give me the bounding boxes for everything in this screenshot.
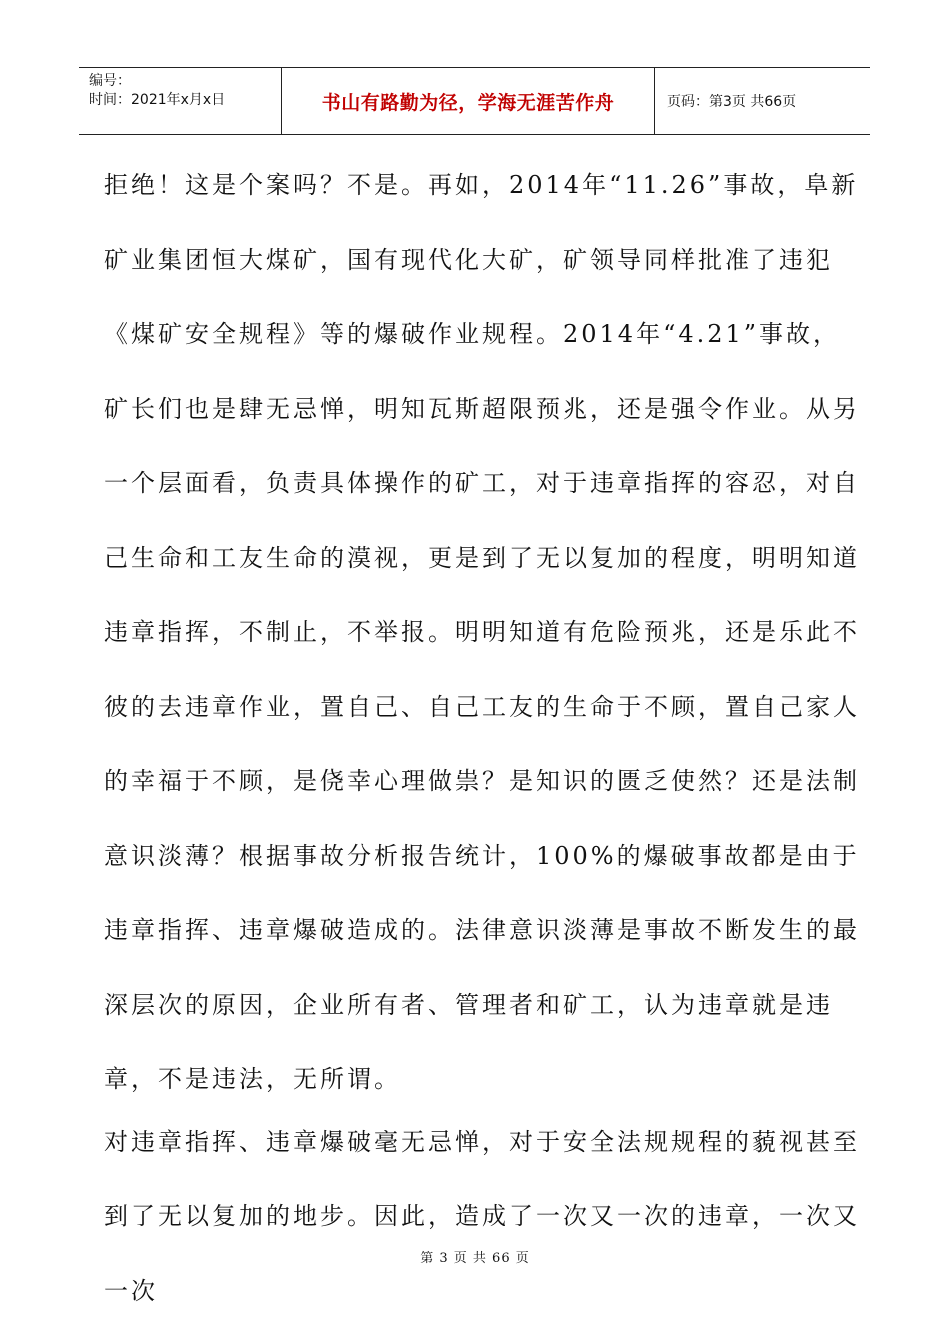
header-motto: 书山有路勤为径，学海无涯苦作舟: [282, 68, 655, 134]
header-meta-cell: [79, 68, 282, 134]
document-header: [79, 67, 870, 135]
document-date-label: 时间：2021年x月x日: [89, 92, 226, 108]
header-page-info: 页码：第3页 共66页: [667, 94, 797, 110]
body-paragraph-1: 拒绝！这是个案吗？不是。再如，2014年“11.26”事故，阜新矿业集团恒大煤矿，国有现代化大矿，矿领导同样批准了违犯《煤矿安全规程》等的爆破作业规程。2014年“4.21”事故，矿长们也是肆无忌惮，明知瓦斯超限预兆，还是强令作业。从另一个层面看，负责具体操作的矿工，对于违章指挥的容忍，对自己生命和工友生命的漠视，更是到了无以复加的程度，明明知道违章指挥，不制止，不举报。明明知道有危险预兆，还是乐此不彼的去违章作业，置自己、自己工友的生命于不顾，置自己家人的幸福于不顾，是侥幸心理做祟？是知识的匮乏使然？还是法制意识淡薄？根据事故分析报告统计，100%的爆破事故都是由于违章指挥、违章爆破造成的。法律意识淡薄是事故不断发生的最深层次的原因，企业所有者、管理者和矿工，认为违章就是违章，不是违法，无所谓。: [104, 171, 860, 1093]
body-paragraph-2: 对违章指挥、违章爆破毫无忌惮，对于安全法规规程的藐视甚至到了无以复加的地步。因此，造成了一次又一次的违章，一次又一次: [104, 1127, 860, 1305]
document-body: [104, 148, 864, 1340]
page-footer: 第 3 页 共 66 页: [420, 1251, 530, 1266]
document-number-label: 编号：: [89, 73, 131, 89]
